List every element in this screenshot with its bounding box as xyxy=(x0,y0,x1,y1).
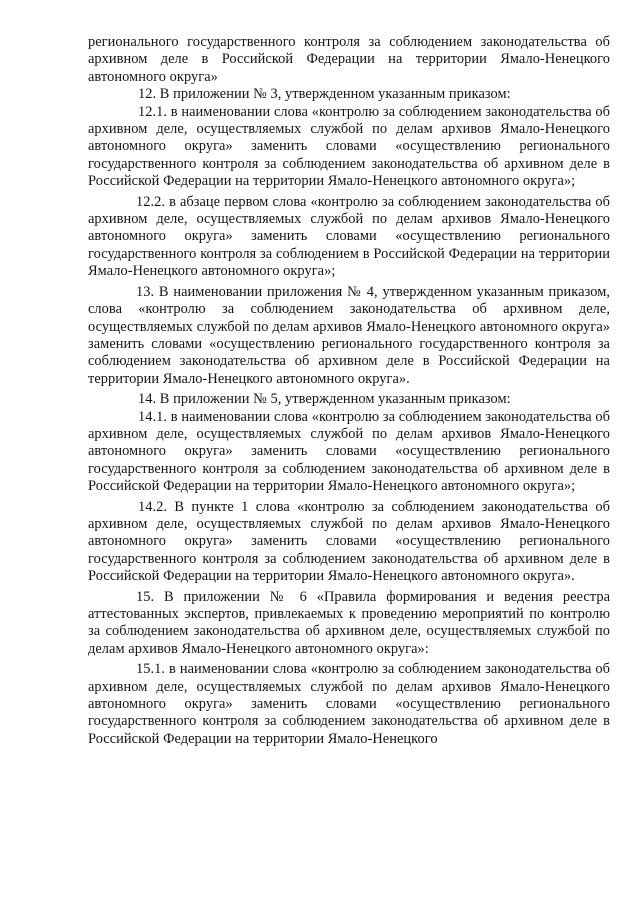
paragraph-item-12-1: 12.1. в наименовании слова «контролю за соблюдением законодательства об архивном деле, осуществляемых службой по делам архивов Ямало-Ненецкого автономного округа» заменить словами «осуществлению регионального государственного контроля за соблюдением законодательства об архивном деле в Российской Федерации на территории Ямало-Ненецкого автономного округа»; xyxy=(88,103,610,190)
paragraph-item-12: 12. В приложении № 3, утвержденном указанным приказом: xyxy=(138,86,511,103)
paragraph-item-15: 15. В приложении № 6 «Правила формирования и ведения реестра аттестованных экспертов, привлекаемых к проведению мероприятий по контролю за соблюдением законодательства об архивном деле, осуществляемых службой по делам архивов Ямало-Ненецкого автономного округа»: xyxy=(88,588,610,657)
paragraph-item-14: 14. В приложении № 5, утвержденном указанным приказом: xyxy=(138,391,511,408)
paragraph-continuation: регионального государственного контроля за соблюдением законодательства об архивном деле в Российской Федерации на территории Ямало-Ненецкого автономного округа» xyxy=(88,34,610,85)
paragraph-item-15-1: 15.1. в наименовании слова «контролю за соблюдением законодательства об архивном деле, осуществляемых службой по делам архивов Ямало-Ненецкого автономного округа» заменить словами «осуществлению регионального государственного контроля за соблюдением законодательства об архивном деле в Российской Федерации на территории Ямало-Ненецкого xyxy=(88,661,610,747)
paragraph-item-12-2: 12.2. в абзаце первом слова «контролю за соблюдением законодательства об архивном деле, осуществляемых службой по делам архивов Ямало-Ненецкого автономного округа» заменить словами «осуществлению регионального государственного контроля за соблюдением в Российской Федерации на территории Ямало-Ненецкого автономного округа»; xyxy=(88,193,610,280)
paragraph-item-14-2: 14.2. В пункте 1 слова «контролю за соблюдением законодательства об архивном деле, осуществляемых службой по делам архивов Ямало-Ненецкого автономного округа» заменить словами «осуществлению регионального государственного контроля за соблюдением законодательства об архивном деле в Российской Федерации на территории Ямало-Ненецкого автономного округа». xyxy=(88,498,610,585)
paragraph-item-13: 13. В наименовании приложения № 4, утвержденном указанным приказом, слова «контролю за соблюдением законодательства об архивном деле, осуществляемых службой по делам архивов Ямало-Ненецкого автономного округа» заменить словами «осуществлению регионального государственного контроля за соблюдением законодательства об архивном деле в Российской Федерации на территории Ямало-Ненецкого автономного округа». xyxy=(88,283,610,387)
paragraph-item-14-1: 14.1. в наименовании слова «контролю за соблюдением законодательства об архивном деле, осуществляемых службой по делам архивов Ямало-Ненецкого автономного округа» заменить словами «осуществлению регионального государственного контроля за соблюдением законодательства об архивном деле в Российской Федерации на территории Ямало-Ненецкого автономного округа»; xyxy=(88,408,610,495)
